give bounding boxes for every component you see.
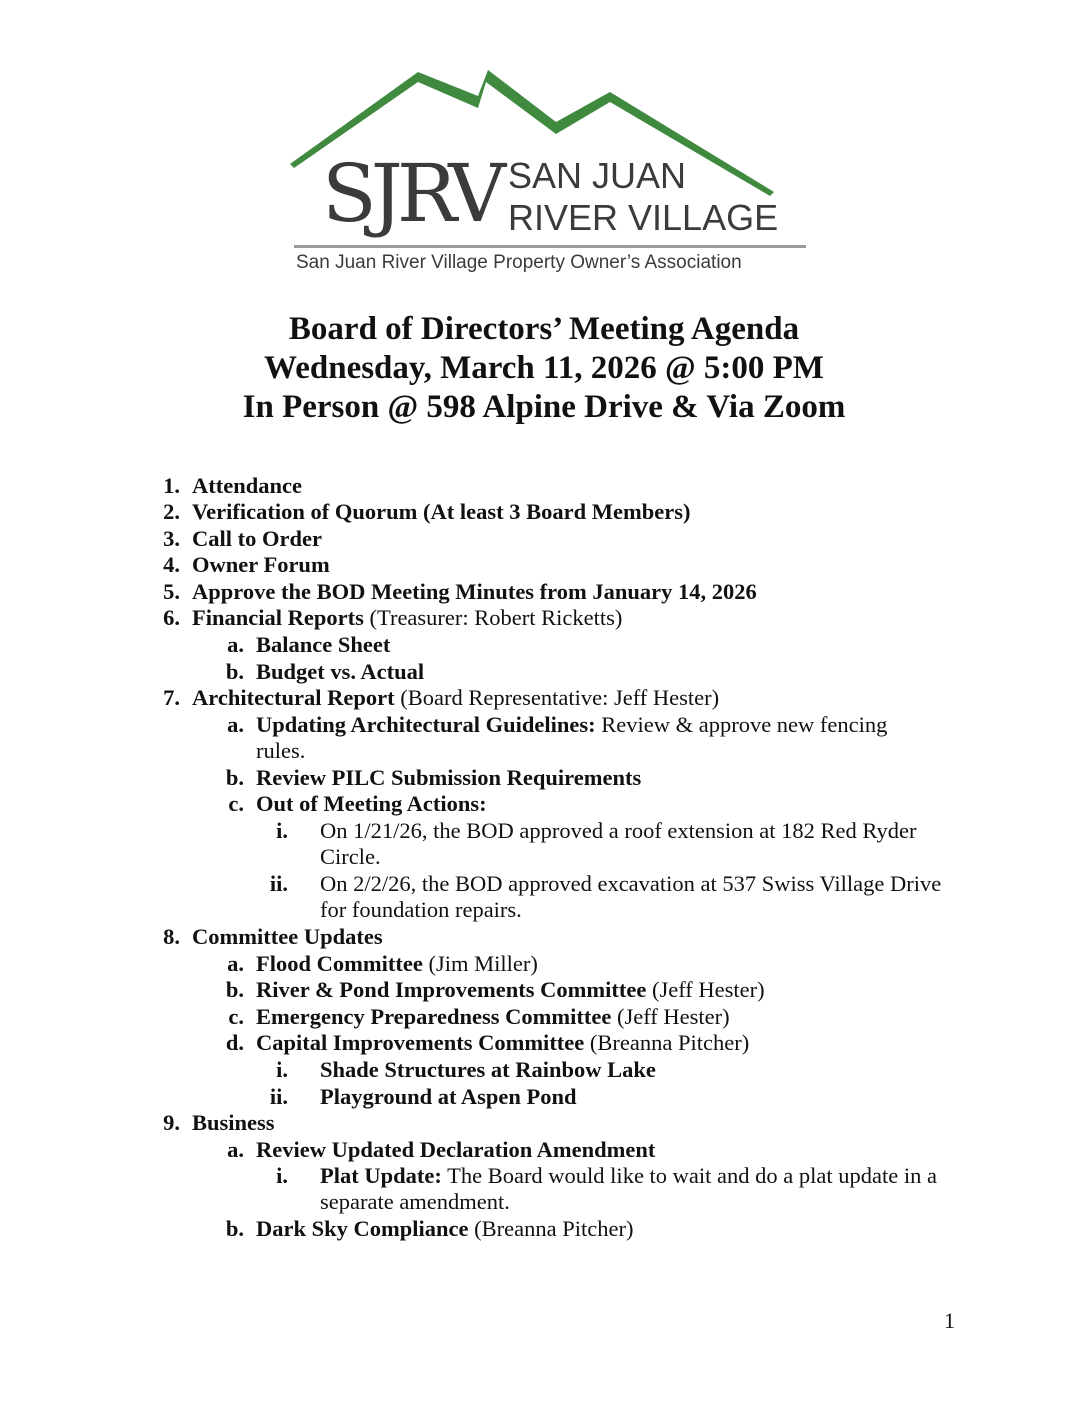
agenda-item-text: The Board would like to wait and do a plat update in a <box>441 1163 937 1188</box>
agenda-number: 9. <box>163 1110 180 1135</box>
agenda-item-playground <box>320 1084 577 1110</box>
agenda-item-approve-minutes <box>192 579 757 605</box>
agenda-item-declaration <box>256 1137 655 1163</box>
agenda-item-label: Approve the BOD Meeting Minutes from January 14, 2026 <box>192 579 757 604</box>
agenda-item-label: Flood Committee <box>256 951 423 976</box>
agenda-number: 6. <box>163 605 180 630</box>
agenda-number: 1. <box>163 473 180 498</box>
agenda-number: 2. <box>163 499 180 524</box>
agenda-item-quorum <box>192 499 690 525</box>
agenda-item-river-pond <box>256 977 765 1003</box>
logo-divider <box>294 245 806 248</box>
agenda-item-emergency <box>256 1004 730 1030</box>
agenda-item-text: (Breanna Pitcher) <box>468 1216 634 1241</box>
logo-tagline: San Juan River Village Property Owner’s Association <box>296 252 742 273</box>
agenda-item-label: Balance Sheet <box>256 632 391 657</box>
agenda-item-dark-sky <box>256 1216 633 1242</box>
agenda-number: a. <box>227 951 244 976</box>
agenda-number: b. <box>225 765 244 790</box>
agenda-number: b. <box>225 1216 244 1241</box>
agenda-item-label: Financial Reports <box>192 605 364 630</box>
agenda-number: ii. <box>269 871 288 896</box>
agenda-item-label: Verification of Quorum (At least 3 Board Members) <box>192 499 691 524</box>
agenda-item-text: (Breanna Pitcher) <box>584 1030 750 1055</box>
agenda-number: a. <box>227 712 244 737</box>
agenda-item-budget <box>256 659 424 685</box>
agenda-number: ii. <box>269 1084 288 1109</box>
agenda-item-label: Dark Sky Compliance <box>256 1216 469 1241</box>
agenda-number: d. <box>225 1030 244 1055</box>
agenda-item-label: Updating Architectural Guidelines: <box>256 712 596 737</box>
agenda-item-label: Review Updated Declaration Amendment <box>256 1137 656 1162</box>
agenda-item-continuation: Circle. <box>320 844 381 869</box>
agenda-item-architectural-report <box>192 685 719 711</box>
agenda-item-text: (Jim Miller) <box>422 951 538 976</box>
agenda-item-out-of-meeting <box>256 791 487 817</box>
agenda-item-financial-reports <box>192 605 622 631</box>
agenda-item-label: Business <box>192 1110 275 1135</box>
agenda-item-label: Capital Improvements Committee <box>256 1030 585 1055</box>
agenda-item-plat-update <box>320 1163 937 1189</box>
agenda-number: c. <box>228 791 244 816</box>
agenda-item-text: (Board Representative: Jeff Hester) <box>394 685 720 710</box>
agenda-item-excavation: On 2/2/26, the BOD approved excavation at 537 Swiss Village Drive <box>320 871 942 896</box>
title-line3: In Person @ 598 Alpine Drive & Via Zoom <box>242 389 846 425</box>
agenda-number: i. <box>276 1163 288 1188</box>
agenda-item-text: (Jeff Hester) <box>611 1004 730 1029</box>
title-line2: Wednesday, March 11, 2026 @ 5:00 PM <box>264 350 824 386</box>
agenda-number: 5. <box>163 579 180 604</box>
agenda-item-label: Review PILC Submission Requirements <box>256 765 642 790</box>
agenda-item-label: Owner Forum <box>192 552 330 577</box>
agenda-item-guidelines <box>256 712 887 738</box>
agenda-item-label: Architectural Report <box>192 685 395 710</box>
logo-mark: SJRV <box>322 147 501 240</box>
agenda-number: 4. <box>163 552 180 577</box>
agenda-number: b. <box>225 659 244 684</box>
agenda-item-label: Plat Update: <box>320 1163 442 1188</box>
agenda-item-text: (Treasurer: Robert Ricketts) <box>363 605 623 630</box>
agenda-item-capital <box>256 1030 749 1056</box>
agenda-number: i. <box>276 1057 288 1082</box>
agenda-item-balance-sheet <box>256 632 390 658</box>
agenda-item-label: Call to Order <box>192 526 322 551</box>
agenda-number: b. <box>225 977 244 1002</box>
agenda-item-label: Playground at Aspen Pond <box>320 1084 577 1109</box>
agenda-item-continuation: rules. <box>256 738 306 763</box>
agenda-item-call-to-order <box>192 526 322 552</box>
logo <box>286 66 810 278</box>
agenda-item-flood <box>256 951 538 977</box>
agenda-item-text: Review & approve new fencing <box>595 712 888 737</box>
agenda-item-roof-extension: On 1/21/26, the BOD approved a roof extension at 182 Red Ryder <box>320 818 917 843</box>
agenda-number: a. <box>227 1137 244 1162</box>
agenda-item-label: River & Pond Improvements Committee <box>256 977 647 1002</box>
agenda-number: 3. <box>163 526 180 551</box>
agenda-item-label: Budget vs. Actual <box>256 659 425 684</box>
agenda-number: a. <box>227 632 244 657</box>
agenda-item-label: Emergency Preparedness Committee <box>256 1004 612 1029</box>
page-number: 1 <box>944 1308 955 1333</box>
agenda-item-committee-updates <box>192 924 383 950</box>
agenda-number: i. <box>276 818 288 843</box>
logo-name-line1: SAN JUAN <box>508 155 687 196</box>
agenda-item-label: Shade Structures at Rainbow Lake <box>320 1057 656 1082</box>
agenda-item-continuation: separate amendment. <box>320 1189 510 1214</box>
agenda-item-label: Committee Updates <box>192 924 383 949</box>
agenda-item-text: (Jeff Hester) <box>646 977 765 1002</box>
agenda-item-shade <box>320 1057 656 1083</box>
agenda-number: 8. <box>163 924 180 949</box>
agenda-item-label: Attendance <box>192 473 302 498</box>
title-line1: Board of Directors’ Meeting Agenda <box>288 311 800 347</box>
agenda-number: 7. <box>163 685 180 710</box>
logo-name-line2: RIVER VILLAGE <box>508 197 779 238</box>
agenda-item-business <box>192 1110 275 1136</box>
agenda-item-attendance <box>192 473 302 499</box>
agenda-item-pilc <box>256 765 641 791</box>
agenda-item-continuation: for foundation repairs. <box>320 897 522 922</box>
agenda-item-label: Out of Meeting Actions: <box>256 791 487 816</box>
agenda-item-owner-forum <box>192 552 330 578</box>
agenda-number: c. <box>228 1004 244 1029</box>
